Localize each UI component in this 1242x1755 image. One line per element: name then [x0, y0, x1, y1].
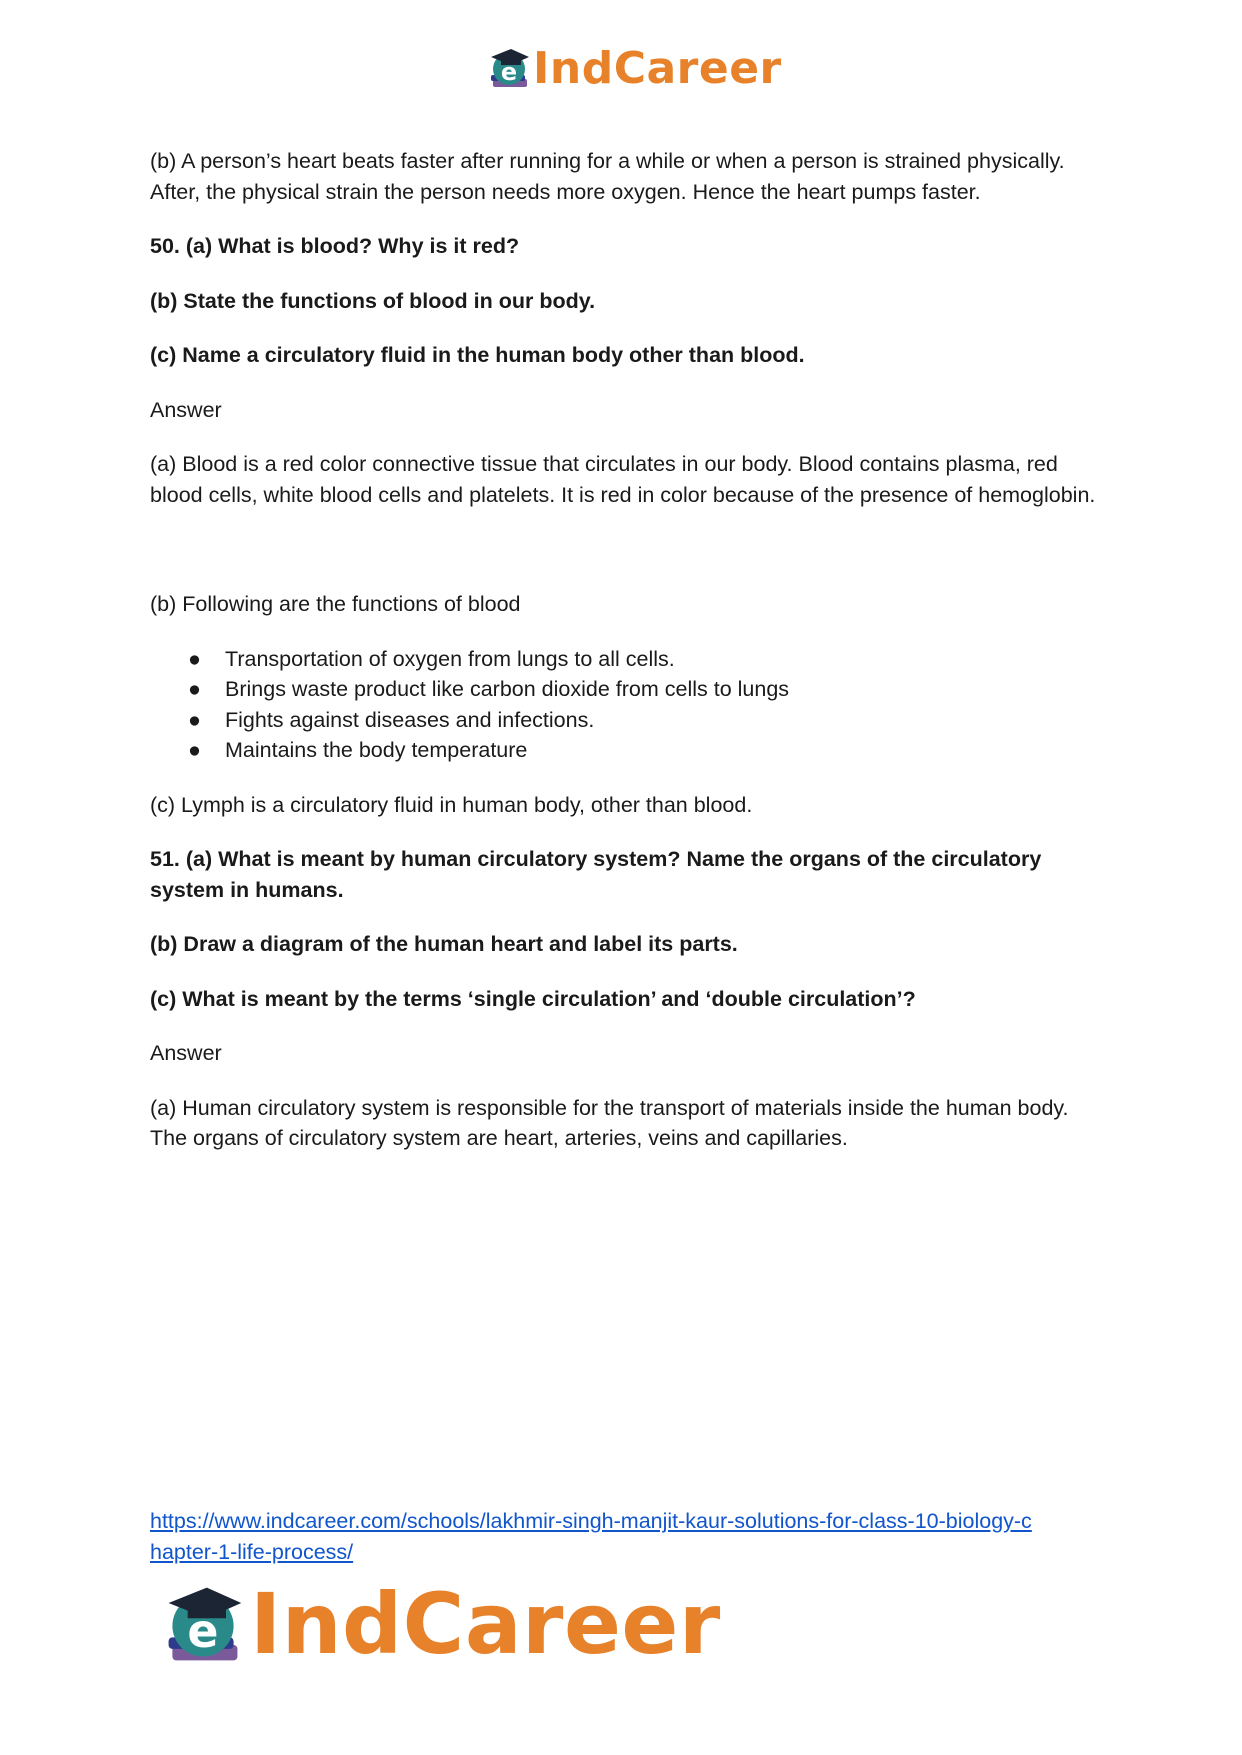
question-51b: (b) Draw a diagram of the human heart and label its parts. [150, 932, 738, 956]
logo-wordmark: IndCareer [533, 42, 782, 94]
bullet-icon: ● [188, 677, 201, 701]
source-url-link[interactable] [150, 1506, 1100, 1567]
answer-label: Answer [150, 1041, 222, 1065]
source-url-line-1: https://www.indcareer.com/schools/lakhmir-singh-manjit-kaur-solutions-for-class-10-biology-c [150, 1509, 1032, 1533]
list-item: ● Fights against diseases and infections. [150, 705, 1100, 736]
logo-wordmark: IndCareer [250, 1575, 721, 1673]
question-51c: (c) What is meant by the terms ‘single circulation’ and ‘double circulation’? [150, 986, 916, 1011]
list-item: ● Maintains the body temperature [150, 735, 1100, 766]
answer-50a-paragraph: (a) Blood is a red color connective tissue that circulates in our body. Blood contains plasma, red blood cells, white blood cells and platelets. It is red in color because of the presence of hemoglobin. [150, 452, 1096, 507]
question-50a: 50. (a) What is blood? Why is it red? [150, 234, 520, 258]
answer-51a-paragraph: (a) Human circulatory system is responsible for the transport of materials inside the human body. The organs of circulatory system are heart, arteries, veins and capillaries. [150, 1095, 1069, 1150]
document-body [150, 146, 1100, 1154]
answer-50b-intro: (b) Following are the functions of blood [150, 592, 521, 616]
answer-50c-paragraph: (c) Lymph is a circulatory fluid in human body, other than blood. [150, 792, 753, 817]
question-50b: (b) State the functions of blood in our body. [150, 288, 596, 313]
list-item: ● Transportation of oxygen from lungs to all cells. [150, 644, 1100, 675]
bullet-icon: ● [188, 707, 201, 732]
list-item: ● Brings waste product like carbon dioxide from cells to lungs [150, 674, 1100, 705]
bullet-icon: ● [188, 738, 201, 762]
answer-49b-paragraph: (b) A person’s heart beats faster after running for a while or when a person is strained physically. After, the physical strain the person needs more oxygen. Hence the heart pumps faster. [150, 149, 1065, 204]
logo-letter: e [187, 1603, 219, 1658]
question-50c: (c) Name a circulatory fluid in the human body other than blood. [150, 343, 805, 367]
source-url-line-2: hapter-1-life-process/ [150, 1539, 354, 1564]
question-51a: 51. (a) What is meant by human circulatory system? Name the organs of the circulatory system in humans. [150, 847, 1042, 902]
indcareer-logo-footer [160, 1575, 721, 1673]
indcareer-logo-header [487, 42, 782, 94]
blood-functions-list [150, 644, 1100, 766]
graduation-book-icon [160, 1580, 246, 1668]
logo-letter: e [500, 58, 518, 86]
bullet-icon: ● [188, 646, 201, 671]
answer-label: Answer [150, 397, 222, 422]
graduation-book-icon [487, 45, 531, 91]
